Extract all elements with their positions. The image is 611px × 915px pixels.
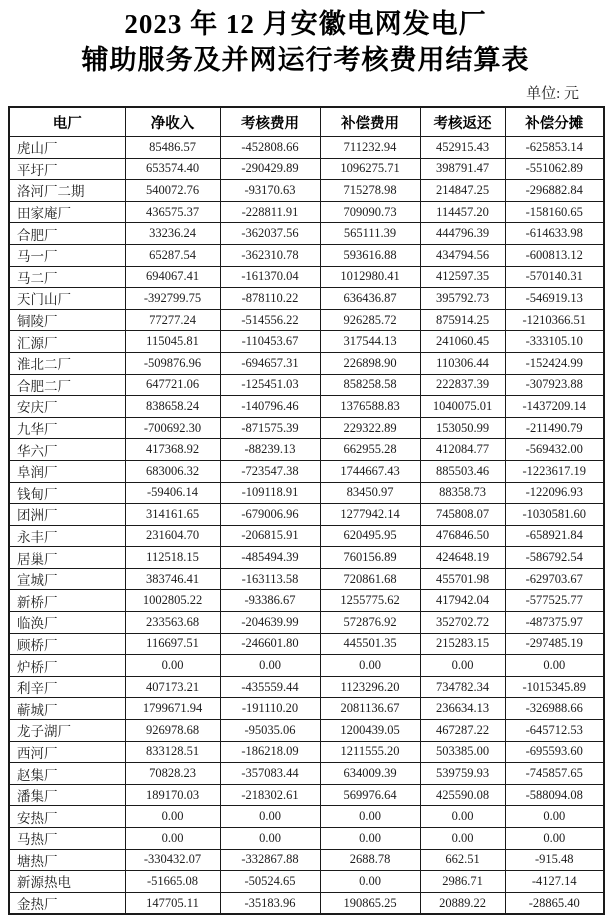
document-title (0, 0, 611, 78)
table-row (9, 633, 604, 655)
value-cell: -333105.10 (505, 331, 604, 353)
plant-name-cell: 蕲城厂 (9, 698, 125, 720)
plant-name-cell: 金热厂 (9, 892, 125, 914)
value-cell: 539759.93 (420, 763, 505, 785)
value-cell: 352702.72 (420, 612, 505, 634)
value-cell: -569432.00 (505, 439, 604, 461)
value-cell: 112518.15 (125, 547, 220, 569)
value-cell: -614633.98 (505, 223, 604, 245)
value-cell: 2081136.67 (320, 698, 420, 720)
value-cell: 0.00 (125, 828, 220, 850)
value-cell: 20889.22 (420, 892, 505, 914)
column-header: 净收入 (125, 107, 220, 137)
table-row (9, 201, 604, 223)
value-cell: -551062.89 (505, 158, 604, 180)
value-cell: 231604.70 (125, 525, 220, 547)
value-cell: 593616.88 (320, 244, 420, 266)
value-cell: 215283.15 (420, 633, 505, 655)
plant-name-cell: 马一厂 (9, 244, 125, 266)
table-row (9, 590, 604, 612)
value-cell: 436575.37 (125, 201, 220, 223)
value-cell: -35183.96 (220, 892, 320, 914)
value-cell: 662.51 (420, 849, 505, 871)
plant-name-cell: 天门山厂 (9, 288, 125, 310)
value-cell: 236634.13 (420, 698, 505, 720)
value-cell: 114457.20 (420, 201, 505, 223)
table-row (9, 720, 604, 742)
value-cell: -161370.04 (220, 266, 320, 288)
value-cell: 1123296.20 (320, 676, 420, 698)
value-cell: -878110.22 (220, 288, 320, 310)
value-cell: 444796.39 (420, 223, 505, 245)
value-cell: 620495.95 (320, 525, 420, 547)
table-row (9, 655, 604, 677)
value-cell: -326988.66 (505, 698, 604, 720)
value-cell: 116697.51 (125, 633, 220, 655)
value-cell: 1799671.94 (125, 698, 220, 720)
value-cell: 0.00 (505, 806, 604, 828)
plant-name-cell: 顾桥厂 (9, 633, 125, 655)
value-cell: -218302.61 (220, 784, 320, 806)
value-cell: -186218.09 (220, 741, 320, 763)
value-cell: -1223617.19 (505, 460, 604, 482)
value-cell: 0.00 (320, 828, 420, 850)
table-row (9, 223, 604, 245)
plant-name-cell: 阜润厂 (9, 460, 125, 482)
plant-name-cell: 钱甸厂 (9, 482, 125, 504)
value-cell: 0.00 (420, 655, 505, 677)
plant-name-cell: 洛河厂二期 (9, 180, 125, 202)
value-cell: -357083.44 (220, 763, 320, 785)
settlement-table (8, 106, 605, 915)
table-row (9, 396, 604, 418)
table-body (9, 137, 604, 915)
plant-name-cell: 宣城厂 (9, 568, 125, 590)
value-cell: -915.48 (505, 849, 604, 871)
column-header: 考核返还 (420, 107, 505, 137)
value-cell: -629703.67 (505, 568, 604, 590)
value-cell: 2986.71 (420, 871, 505, 893)
value-cell: 407173.21 (125, 676, 220, 698)
value-cell: -435559.44 (220, 676, 320, 698)
plant-name-cell: 永丰厂 (9, 525, 125, 547)
value-cell: -59406.14 (125, 482, 220, 504)
value-cell: 634009.39 (320, 763, 420, 785)
value-cell: 875914.25 (420, 309, 505, 331)
value-cell: -228811.91 (220, 201, 320, 223)
table-row (9, 698, 604, 720)
plant-name-cell: 汇源厂 (9, 331, 125, 353)
value-cell: 425590.08 (420, 784, 505, 806)
table-row (9, 849, 604, 871)
value-cell: -586792.54 (505, 547, 604, 569)
table-row (9, 331, 604, 353)
document-title-line1: 2023 年 12 月安徽电网发电厂 (124, 9, 487, 39)
value-cell: 398791.47 (420, 158, 505, 180)
table-row (9, 158, 604, 180)
value-cell: 0.00 (505, 655, 604, 677)
value-cell: -28865.40 (505, 892, 604, 914)
plant-name-cell: 临涣厂 (9, 612, 125, 634)
table-row (9, 676, 604, 698)
value-cell: 226898.90 (320, 352, 420, 374)
value-cell: -625853.14 (505, 137, 604, 159)
table-row (9, 460, 604, 482)
value-cell: -1030581.60 (505, 504, 604, 526)
value-cell: 715278.98 (320, 180, 420, 202)
value-cell: 926978.68 (125, 720, 220, 742)
value-cell: 683006.32 (125, 460, 220, 482)
plant-name-cell: 赵集厂 (9, 763, 125, 785)
value-cell: 0.00 (505, 828, 604, 850)
value-cell: 88358.73 (420, 482, 505, 504)
value-cell: 565111.39 (320, 223, 420, 245)
value-cell: -206815.91 (220, 525, 320, 547)
value-cell: 153050.99 (420, 417, 505, 439)
value-cell: -95035.06 (220, 720, 320, 742)
value-cell: 0.00 (320, 871, 420, 893)
value-cell: 1012980.41 (320, 266, 420, 288)
value-cell: 455701.98 (420, 568, 505, 590)
value-cell: 0.00 (125, 806, 220, 828)
value-cell: -297485.19 (505, 633, 604, 655)
table-row (9, 612, 604, 634)
value-cell: 720861.68 (320, 568, 420, 590)
value-cell: 412597.35 (420, 266, 505, 288)
table-row (9, 244, 604, 266)
value-cell: 0.00 (220, 655, 320, 677)
value-cell: 1200439.05 (320, 720, 420, 742)
value-cell: -1210366.51 (505, 309, 604, 331)
plant-name-cell: 合肥厂 (9, 223, 125, 245)
value-cell: 1096275.71 (320, 158, 420, 180)
table-row (9, 871, 604, 893)
value-cell: -1437209.14 (505, 396, 604, 418)
value-cell: 885503.46 (420, 460, 505, 482)
value-cell: 636436.87 (320, 288, 420, 310)
value-cell: 33236.24 (125, 223, 220, 245)
header-row (9, 107, 604, 137)
value-cell: -125451.03 (220, 374, 320, 396)
value-cell: -290429.89 (220, 158, 320, 180)
value-cell: 190865.25 (320, 892, 420, 914)
column-header: 考核费用 (220, 107, 320, 137)
value-cell: 838658.24 (125, 396, 220, 418)
value-cell: -110453.67 (220, 331, 320, 353)
value-cell: -93386.67 (220, 590, 320, 612)
value-cell: -452808.66 (220, 137, 320, 159)
value-cell: -871575.39 (220, 417, 320, 439)
value-cell: 0.00 (125, 655, 220, 677)
value-cell: 1255775.62 (320, 590, 420, 612)
value-cell: -577525.77 (505, 590, 604, 612)
value-cell: 1277942.14 (320, 504, 420, 526)
value-cell: -514556.22 (220, 309, 320, 331)
value-cell: 476846.50 (420, 525, 505, 547)
table-row (9, 784, 604, 806)
value-cell: -122096.93 (505, 482, 604, 504)
value-cell: -152424.99 (505, 352, 604, 374)
value-cell: 85486.57 (125, 137, 220, 159)
value-cell: 569976.64 (320, 784, 420, 806)
value-cell: -1015345.89 (505, 676, 604, 698)
value-cell: 858258.58 (320, 374, 420, 396)
value-cell: -509876.96 (125, 352, 220, 374)
plant-name-cell: 居巢厂 (9, 547, 125, 569)
table-row (9, 741, 604, 763)
plant-name-cell: 利辛厂 (9, 676, 125, 698)
value-cell: -588094.08 (505, 784, 604, 806)
value-cell: -163113.58 (220, 568, 320, 590)
value-cell: 189170.03 (125, 784, 220, 806)
table-row (9, 806, 604, 828)
value-cell: 0.00 (320, 806, 420, 828)
value-cell: -307923.88 (505, 374, 604, 396)
table-row (9, 892, 604, 914)
value-cell: -570140.31 (505, 266, 604, 288)
plant-name-cell: 炉桥厂 (9, 655, 125, 677)
value-cell: -330432.07 (125, 849, 220, 871)
value-cell: 222837.39 (420, 374, 505, 396)
value-cell: 2688.78 (320, 849, 420, 871)
value-cell: 926285.72 (320, 309, 420, 331)
value-cell: -109118.91 (220, 482, 320, 504)
unit-label: 单位: 元 (526, 86, 579, 102)
value-cell: -296882.84 (505, 180, 604, 202)
value-cell: 110306.44 (420, 352, 505, 374)
value-cell: 434794.56 (420, 244, 505, 266)
table-row (9, 525, 604, 547)
plant-name-cell: 西河厂 (9, 741, 125, 763)
table-row (9, 180, 604, 202)
value-cell: 0.00 (420, 828, 505, 850)
value-cell: -600813.12 (505, 244, 604, 266)
plant-name-cell: 华六厂 (9, 439, 125, 461)
value-cell: 647721.06 (125, 374, 220, 396)
value-cell: -694657.31 (220, 352, 320, 374)
column-header: 电厂 (9, 107, 125, 137)
value-cell: 70828.23 (125, 763, 220, 785)
value-cell: 412084.77 (420, 439, 505, 461)
value-cell: 711232.94 (320, 137, 420, 159)
value-cell: 83450.97 (320, 482, 420, 504)
value-cell: 317544.13 (320, 331, 420, 353)
value-cell: -658921.84 (505, 525, 604, 547)
plant-name-cell: 安热厂 (9, 806, 125, 828)
table-row (9, 568, 604, 590)
value-cell: 653574.40 (125, 158, 220, 180)
value-cell: 1040075.01 (420, 396, 505, 418)
value-cell: 147705.11 (125, 892, 220, 914)
plant-name-cell: 潘集厂 (9, 784, 125, 806)
value-cell: 572876.92 (320, 612, 420, 634)
value-cell: 229322.89 (320, 417, 420, 439)
value-cell: 314161.65 (125, 504, 220, 526)
value-cell: -51665.08 (125, 871, 220, 893)
column-header: 补偿费用 (320, 107, 420, 137)
value-cell: -362037.56 (220, 223, 320, 245)
table-row (9, 439, 604, 461)
value-cell: -679006.96 (220, 504, 320, 526)
table-row (9, 417, 604, 439)
value-cell: 424648.19 (420, 547, 505, 569)
value-cell: 1211555.20 (320, 741, 420, 763)
value-cell: 709090.73 (320, 201, 420, 223)
value-cell: 241060.45 (420, 331, 505, 353)
value-cell: -546919.13 (505, 288, 604, 310)
value-cell: -362310.78 (220, 244, 320, 266)
plant-name-cell: 新源热电 (9, 871, 125, 893)
value-cell: 734782.34 (420, 676, 505, 698)
plant-name-cell: 九华厂 (9, 417, 125, 439)
value-cell: 540072.76 (125, 180, 220, 202)
value-cell: 65287.54 (125, 244, 220, 266)
value-cell: 662955.28 (320, 439, 420, 461)
value-cell: 1744667.43 (320, 460, 420, 482)
table-row (9, 288, 604, 310)
plant-name-cell: 平圩厂 (9, 158, 125, 180)
column-header: 补偿分摊 (505, 107, 604, 137)
value-cell: 0.00 (220, 806, 320, 828)
plant-name-cell: 团洲厂 (9, 504, 125, 526)
plant-name-cell: 新桥厂 (9, 590, 125, 612)
table-header (9, 107, 604, 137)
document-title-line2: 辅助服务及并网运行考核费用结算表 (81, 45, 530, 75)
value-cell: 833128.51 (125, 741, 220, 763)
value-cell: -487375.97 (505, 612, 604, 634)
table-row (9, 352, 604, 374)
value-cell: -191110.20 (220, 698, 320, 720)
plant-name-cell: 龙子湖厂 (9, 720, 125, 742)
value-cell: 1002805.22 (125, 590, 220, 612)
table-row (9, 547, 604, 569)
value-cell: 383746.41 (125, 568, 220, 590)
plant-name-cell: 淮北二厂 (9, 352, 125, 374)
value-cell: 417942.04 (420, 590, 505, 612)
table-row (9, 374, 604, 396)
plant-name-cell: 马热厂 (9, 828, 125, 850)
plant-name-cell: 塘热厂 (9, 849, 125, 871)
value-cell: -4127.14 (505, 871, 604, 893)
value-cell: 694067.41 (125, 266, 220, 288)
value-cell: 503385.00 (420, 741, 505, 763)
value-cell: -700692.30 (125, 417, 220, 439)
value-cell: 1376588.83 (320, 396, 420, 418)
plant-name-cell: 虎山厂 (9, 137, 125, 159)
value-cell: 745808.07 (420, 504, 505, 526)
value-cell: -140796.46 (220, 396, 320, 418)
value-cell: 233563.68 (125, 612, 220, 634)
value-cell: 77277.24 (125, 309, 220, 331)
value-cell: 214847.25 (420, 180, 505, 202)
table-row (9, 763, 604, 785)
value-cell: -88239.13 (220, 439, 320, 461)
value-cell: -50524.65 (220, 871, 320, 893)
plant-name-cell: 田家庵厂 (9, 201, 125, 223)
plant-name-cell: 安庆厂 (9, 396, 125, 418)
table-row (9, 137, 604, 159)
table-row (9, 309, 604, 331)
value-cell: -204639.99 (220, 612, 320, 634)
value-cell: -211490.79 (505, 417, 604, 439)
value-cell: 452915.43 (420, 137, 505, 159)
value-cell: -392799.75 (125, 288, 220, 310)
value-cell: -158160.65 (505, 201, 604, 223)
value-cell: 395792.73 (420, 288, 505, 310)
value-cell: 417368.92 (125, 439, 220, 461)
value-cell: 467287.22 (420, 720, 505, 742)
value-cell: 115045.81 (125, 331, 220, 353)
value-cell: -695593.60 (505, 741, 604, 763)
value-cell: 0.00 (420, 806, 505, 828)
table-row (9, 504, 604, 526)
value-cell: 0.00 (320, 655, 420, 677)
plant-name-cell: 马二厂 (9, 266, 125, 288)
table-row (9, 828, 604, 850)
value-cell: -246601.80 (220, 633, 320, 655)
value-cell: 0.00 (220, 828, 320, 850)
table-row (9, 482, 604, 504)
plant-name-cell: 铜陵厂 (9, 309, 125, 331)
value-cell: -723547.38 (220, 460, 320, 482)
value-cell: 760156.89 (320, 547, 420, 569)
value-cell: -745857.65 (505, 763, 604, 785)
value-cell: -645712.53 (505, 720, 604, 742)
value-cell: -93170.63 (220, 180, 320, 202)
value-cell: 445501.35 (320, 633, 420, 655)
value-cell: -332867.88 (220, 849, 320, 871)
plant-name-cell: 合肥二厂 (9, 374, 125, 396)
table-row (9, 266, 604, 288)
value-cell: -485494.39 (220, 547, 320, 569)
